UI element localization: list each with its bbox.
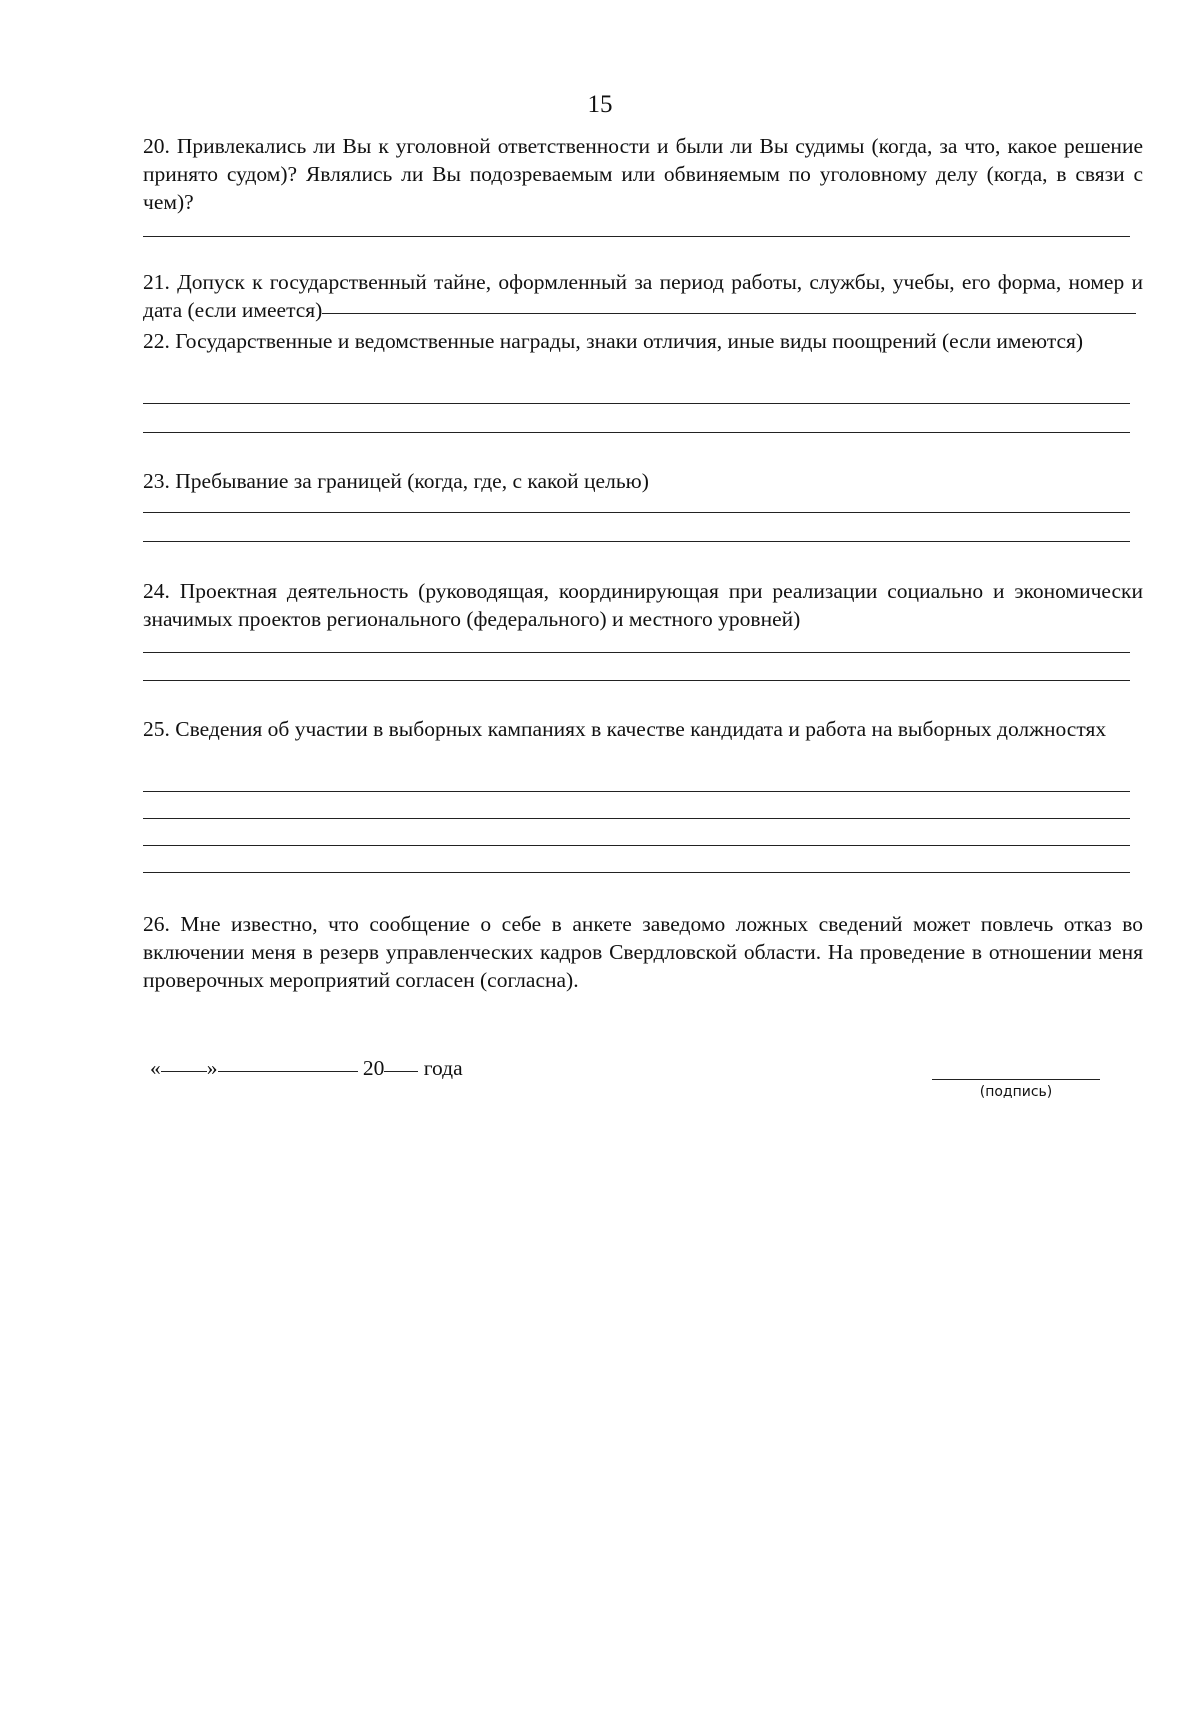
day-field[interactable] [161,1071,207,1072]
answer-line-24-1[interactable] [143,652,1130,653]
question-20: 20. Привлекались ли Вы к уголовной ответственности и были ли Вы судимы (когда, за что, какое решение принято судом)? Являлись ли Вы подозреваемым или обвиняемым по уголовному делу (когда, в связи с чем)? [143,134,1143,214]
month-field[interactable] [218,1071,358,1072]
answer-line-22-2[interactable] [143,432,1130,433]
question-21-text: 21. Допуск к государственный тайне, оформленный за период работы, службы, учебы, его форма, номер и дата (если имеется) [143,270,1143,322]
answer-line-23-2[interactable] [143,541,1130,542]
signature-line[interactable] [932,1079,1100,1080]
year-word: года [423,1056,463,1080]
signature-caption: (подпись) [979,1084,1053,1100]
question-22: 22. Государственные и ведомственные награды, знаки отличия, иные виды поощрений (если имеются) [143,329,1084,353]
page-number: 15 [587,91,613,118]
answer-line-23-1[interactable] [143,512,1130,513]
answer-line-22-1[interactable] [143,403,1130,404]
year-field[interactable] [384,1071,418,1072]
year-century: 20 [362,1056,385,1080]
answer-line-25-4[interactable] [143,872,1130,873]
answer-line-25-3[interactable] [143,845,1130,846]
question-23: 23. Пребывание за границей (когда, где, с какой целью) [143,469,649,493]
question-21 [143,268,1143,324]
answer-line-25-2[interactable] [143,818,1130,819]
date-row [150,1054,463,1082]
question-26: 26. Мне известно, что сообщение о себе в анкете заведомо ложных сведений может повлечь отказ во включении меня в резерв управленческих кадров Свердловской области. На проведение в отношении меня проверочных мероприятий согласен (согласна). [143,912,1143,992]
close-quote: » [206,1056,218,1080]
answer-line-24-2[interactable] [143,680,1130,681]
question-25: 25. Сведения об участии в выборных кампаниях в качестве кандидата и работа на выборных должностях [143,717,1107,741]
answer-line-25-1[interactable] [143,791,1130,792]
question-24: 24. Проектная деятельность (руководящая, координирующая при реализации социально и экономически значимых проектов регионального (федерального) и местного уровней) [143,579,1143,631]
answer-line-21-inline[interactable] [322,313,1136,314]
answer-line-20-1[interactable] [143,236,1130,237]
open-quote: « [150,1056,161,1080]
